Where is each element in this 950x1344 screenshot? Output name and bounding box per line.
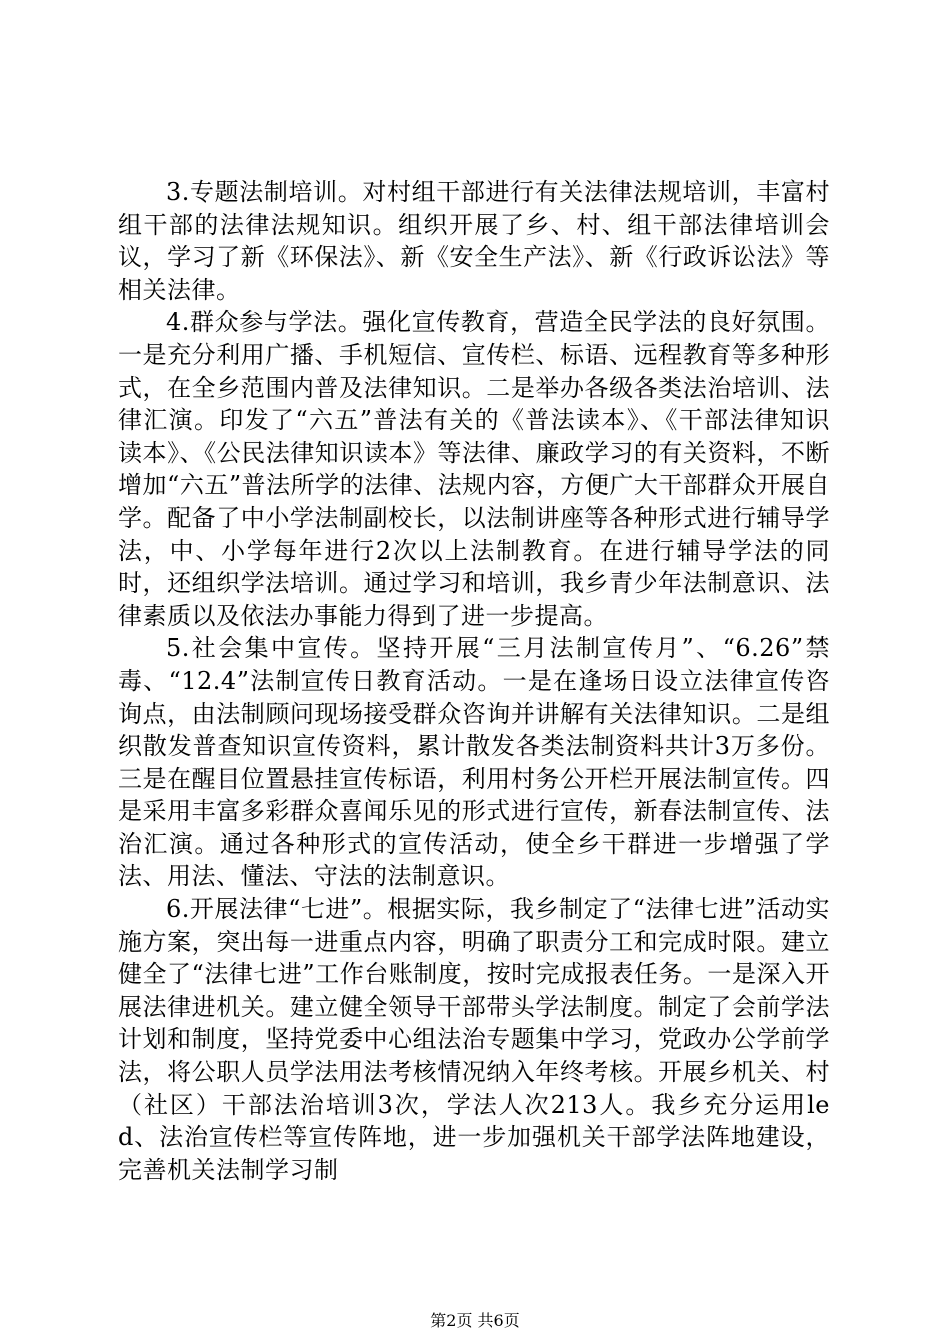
paragraph-publicity: 5.社会集中宣传。坚持开展“三月法制宣传月”、“6.26”禁毒、“12.4”法制宣传日教育活动。一是在逢场日设立法律宣传咨询点，由法制顾问现场接受群众咨询并讲解有关法律知识。二是组织散发普查知识宣传资料，累计散发各类法制资料共计3万多份。三是在醒目位置悬挂宣传标语，利用村务公开栏开展法制宣传。四是采用丰富多彩群众喜闻乐见的形式进行宣传，新春法制宣传、法治汇演。通过各种形式的宣传活动，使全乡干群进一步增强了学法、用法、懂法、守法的法制意识。: [118, 634, 830, 891]
document-body: [118, 176, 830, 1186]
paragraph-public-learning: 4.群众参与学法。强化宣传教育，营造全民学法的良好氛围。一是充分利用广播、手机短信、宣传栏、标语、远程教育等多种形式，在全乡范围内普及法律知识。二是举办各级各类法治培训、法律汇演。印发了“六五”普法有关的《普法读本》、《干部法律知识读本》、《公民法律知识读本》等法律、廉政学习的有关资料，不断增加“六五”普法所学的法律、法规内容，方便广大干部群众开展自学。配备了中小学法制副校长，以法制讲座等各种形式进行辅导学法，中、小学每年进行2次以上法制教育。在进行辅导学法的同时，还组织学法培训。通过学习和培训，我乡青少年法制意识、法律素质以及依法办事能力得到了进一步提高。: [118, 308, 830, 630]
paragraph-seven-entries: 6.开展法律“七进”。根据实际，我乡制定了“法律七进”活动实施方案，突出每一进重点内容，明确了职责分工和完成时限。建立健全了“法律七进”工作台账制度，按时完成报表任务。一是深入开展法律进机关。建立健全领导干部带头学法制度。制定了会前学法计划和制度，坚持党委中心组法治专题集中学习，党政办公学前学法，将公职人员学法用法考核情况纳入年终考核。开展乡机关、村（社区）干部法治培训3次，学法人次213人。我乡充分运用led、法治宣传栏等宣传阵地，进一步加强机关干部学法阵地建设，完善机关法制学习制: [118, 895, 830, 1184]
page-number-footer: 第2页 共6页: [430, 1311, 520, 1330]
paragraph-training: 3.专题法制培训。对村组干部进行有关法律法规培训，丰富村组干部的法律法规知识。组织开展了乡、村、组干部法律培训会议，学习了新《环保法》、新《安全生产法》、新《行政诉讼法》等相关法律。: [118, 178, 830, 304]
